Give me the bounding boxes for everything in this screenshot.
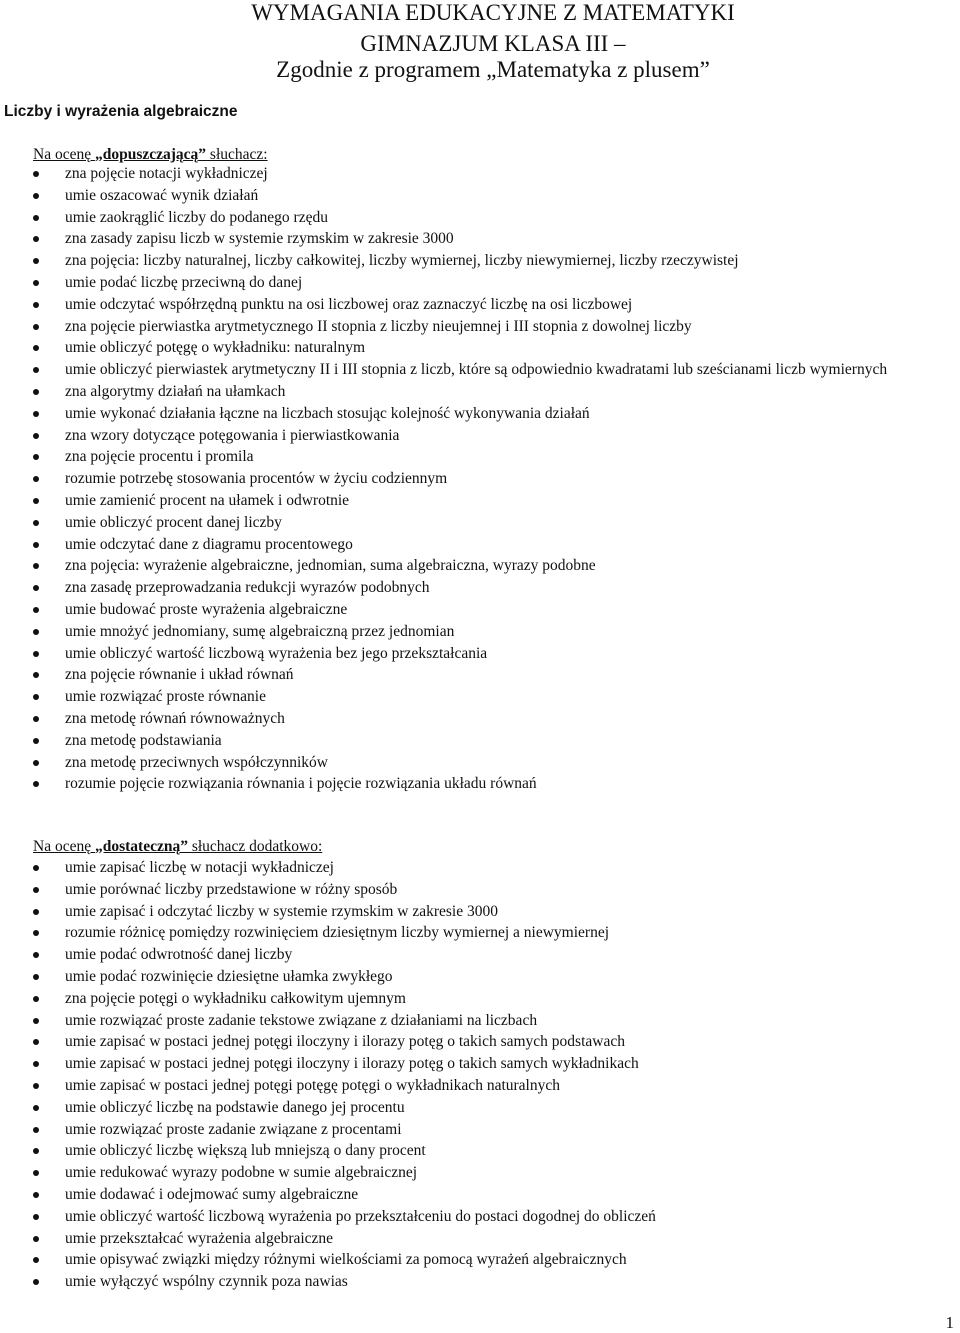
list-item [0, 966, 960, 988]
list-item [0, 555, 960, 577]
list-item [0, 403, 960, 425]
list-item [0, 730, 960, 752]
list-item-text: umie odczytać współrzędną punktu na osi liczbowej oraz zaznaczyć liczbę na osi liczbowej [65, 295, 633, 313]
list-item [0, 686, 960, 708]
bullet-icon [33, 1214, 39, 1220]
program-line: Zgodnie z programem „Matematyka z plusem” [276, 57, 710, 82]
list-item-text: rozumie różnicę pomiędzy rozwinięciem dziesiętnym liczby wymiernej a niewymiernej [65, 924, 610, 942]
bullet-icon [33, 520, 39, 526]
bullet-icon [33, 258, 39, 264]
bullet-icon [33, 1105, 39, 1111]
list-item-text: umie budować proste wyrażenia algebraiczne [65, 600, 348, 618]
bullet-icon [33, 781, 39, 787]
bullet-icon [33, 629, 39, 635]
bullet-icon [33, 1192, 39, 1198]
bullet-icon [33, 193, 39, 199]
list-item-text: zna metodę przeciwnych współczynników [65, 753, 328, 771]
list-item [0, 708, 960, 730]
list-item [0, 643, 960, 665]
list-item-text: umie opisywać związki między różnymi wielkościami za pomocą wyrażeń algebraicznych [65, 1251, 627, 1269]
list-item-text: umie obliczyć potęgę o wykładniku: naturalnym [65, 339, 366, 357]
list-item [0, 337, 960, 359]
list-item-text: umie zapisać liczbę w notacji wykładniczej [65, 859, 334, 876]
list-item-text: umie rozwiązać proste równanie [65, 688, 266, 706]
bullet-icon [33, 1279, 39, 1285]
list-item [0, 534, 960, 556]
list-item-text: umie zamienić procent na ułamek i odwrotnie [65, 491, 350, 509]
list-item [0, 577, 960, 599]
requirements-list-dostateczna [0, 857, 960, 1293]
bullet-icon [33, 909, 39, 915]
grade-heading-suffix: słuchacz: [206, 146, 268, 163]
list-item [0, 1097, 960, 1119]
list-item-text: zna metodę podstawiania [65, 731, 222, 749]
list-item-text: zna pojęcie równanie i układ równań [65, 666, 294, 684]
bullet-icon [33, 607, 39, 613]
list-item [0, 1249, 960, 1271]
bullet-icon [33, 694, 39, 700]
bullet-icon [33, 433, 39, 439]
grade-heading-dostateczna [33, 838, 322, 856]
bullet-icon [33, 865, 39, 871]
list-item-text: umie obliczyć pierwiastek arytmetyczny II i III stopnia z liczb, które są odpowiednio kwadratami lub sześcianami liczb wymiernych [65, 361, 888, 379]
list-item [0, 1206, 960, 1228]
bullet-icon [33, 367, 39, 373]
list-item-text: zna pojęcie potęgi o wykładniku całkowitym ujemnym [65, 989, 406, 1007]
list-item-text: umie podać odwrotność danej liczby [65, 946, 293, 964]
bullet-icon [33, 1170, 39, 1176]
list-item [0, 901, 960, 923]
grade-heading-prefix: Na ocenę [33, 146, 95, 163]
list-item [0, 446, 960, 468]
list-item [0, 1271, 960, 1293]
list-item [0, 1053, 960, 1075]
list-item-text: umie wyłączyć wspólny czynnik poza nawias [65, 1273, 348, 1291]
list-item [0, 922, 960, 944]
list-item [0, 599, 960, 621]
list-item [0, 1228, 960, 1250]
bullet-icon [33, 1083, 39, 1089]
list-item [0, 468, 960, 490]
page-number: 1 [945, 1313, 954, 1332]
list-item-text: zna pojęcie procentu i promila [65, 448, 254, 466]
bullet-icon [33, 1236, 39, 1242]
bullet-icon [33, 672, 39, 678]
list-item-text: umie oszacować wynik działań [65, 186, 259, 204]
bullet-icon [33, 996, 39, 1002]
bullet-icon [33, 974, 39, 980]
list-item-text: umie obliczyć liczbę większą lub mniejszą o dany procent [65, 1142, 426, 1160]
list-item-text: umie przekształcać wyrażenia algebraiczne [65, 1229, 334, 1247]
list-item [0, 944, 960, 966]
list-item [0, 1162, 960, 1184]
bullet-icon [33, 1018, 39, 1024]
list-item-text: umie odczytać dane z diagramu procentowego [65, 535, 353, 553]
list-item [0, 621, 960, 643]
bullet-icon [33, 324, 39, 330]
list-item [0, 773, 960, 795]
bullet-icon [33, 1061, 39, 1067]
list-item [0, 1184, 960, 1206]
grade-name: „dostateczną” [94, 838, 188, 855]
bullet-icon [33, 542, 39, 548]
list-item [0, 185, 960, 207]
list-item-text: zna pojęcia: wyrażenie algebraiczne, jednomian, suma algebraiczna, wyrazy podobne [65, 557, 596, 575]
list-item [0, 512, 960, 534]
list-item-text: umie rozwiązać proste zadanie związane z procentami [65, 1120, 402, 1138]
bullet-icon [33, 716, 39, 722]
grade-name: „dopuszczającą” [94, 146, 207, 163]
list-item-text: umie obliczyć wartość liczbową wyrażenia po przekształceniu do postaci dogodnej do obliczeń [65, 1207, 656, 1225]
list-item [0, 879, 960, 901]
list-item-text: umie obliczyć wartość liczbową wyrażenia bez jego przekształcania [65, 644, 488, 662]
list-item [0, 381, 960, 403]
list-item [0, 1119, 960, 1141]
list-item-text: umie wykonać działania łączne na liczbach stosując kolejność wykonywania działań [65, 404, 590, 422]
list-item [0, 207, 960, 229]
bullet-icon [33, 738, 39, 744]
section-title: Liczby i wyrażenia algebraiczne [4, 103, 238, 120]
grade-heading-prefix: Na ocenę [33, 838, 95, 855]
list-item [0, 752, 960, 774]
document-subtitle: GIMNAZJUM KLASA III – [360, 31, 626, 56]
list-item [0, 988, 960, 1010]
list-item-text: rozumie potrzebę stosowania procentów w życiu codziennym [65, 470, 448, 488]
list-item [0, 425, 960, 447]
list-item-text: umie obliczyć liczbę na podstawie danego jej procentu [65, 1098, 405, 1116]
list-item [0, 1140, 960, 1162]
list-item-text: umie mnożyć jednomiany, sumę algebraiczną przez jednomian [65, 622, 455, 640]
list-item [0, 1010, 960, 1032]
list-item-text: umie zapisać i odczytać liczby w systemie rzymskim w zakresie 3000 [65, 902, 498, 920]
bullet-icon [33, 302, 39, 308]
list-item-text: umie zaokrąglić liczby do podanego rzędu [65, 208, 328, 226]
bullet-icon [33, 760, 39, 766]
requirements-list-dopuszczajaca [0, 163, 960, 795]
list-item-text: umie porównać liczby przedstawione w różny sposób [65, 880, 398, 898]
bullet-icon [33, 498, 39, 504]
list-item-text: umie obliczyć procent danej liczby [65, 513, 282, 531]
grade-heading-suffix: słuchacz dodatkowo: [187, 838, 323, 855]
list-item [0, 857, 960, 879]
bullet-icon [33, 563, 39, 569]
list-item [0, 163, 960, 185]
document-title: WYMAGANIA EDUKACYJNE Z MATEMATYKI [251, 0, 735, 25]
bullet-icon [33, 476, 39, 482]
bullet-icon [33, 345, 39, 351]
list-item-text: umie redukować wyrazy podobne w sumie algebraicznej [65, 1164, 418, 1182]
list-item-text: rozumie pojęcie rozwiązania równania i pojęcie rozwiązania układu równań [65, 775, 537, 793]
list-item-text: zna zasadę przeprowadzania redukcji wyrazów podobnych [65, 579, 430, 597]
bullet-icon [33, 280, 39, 286]
bullet-icon [33, 1148, 39, 1154]
bullet-icon [33, 236, 39, 242]
list-item [0, 228, 960, 250]
bullet-icon [33, 171, 39, 177]
list-item-text: umie zapisać w postaci jednej potęgi potęgę potęgi o wykładnikach naturalnych [65, 1076, 560, 1094]
list-item [0, 1031, 960, 1053]
bullet-icon [33, 585, 39, 591]
list-item-text: zna wzory dotyczące potęgowania i pierwiastkowania [65, 426, 400, 444]
bullet-icon [33, 389, 39, 395]
bullet-icon [33, 651, 39, 657]
list-item [0, 359, 960, 381]
list-item-text: zna pojęcie notacji wykładniczej [65, 165, 268, 182]
bullet-icon [33, 1257, 39, 1263]
list-item-text: umie dodawać i odejmować sumy algebraiczne [65, 1185, 359, 1203]
list-item [0, 664, 960, 686]
list-item-text: zna zasady zapisu liczb w systemie rzymskim w zakresie 3000 [65, 230, 454, 248]
bullet-icon [33, 952, 39, 958]
list-item [0, 316, 960, 338]
list-item [0, 294, 960, 316]
list-item-text: zna pojęcia: liczby naturalnej, liczby całkowitej, liczby wymiernej, liczby niewymiernej, liczby rzeczywistej [65, 252, 739, 270]
list-item-text: zna metodę równań równoważnych [65, 709, 285, 727]
list-item-text: zna algorytmy działań na ułamkach [65, 382, 286, 400]
grade-heading-dopuszczajaca [33, 146, 268, 164]
bullet-icon [33, 1127, 39, 1133]
list-item [0, 1075, 960, 1097]
bullet-icon [33, 887, 39, 893]
list-item-text: umie podać rozwinięcie dziesiętne ułamka zwykłego [65, 967, 393, 985]
list-item-text: umie zapisać w postaci jednej potęgi iloczyny i ilorazy potęg o takich samych wykładnikach [65, 1055, 639, 1073]
bullet-icon [33, 930, 39, 936]
list-item [0, 250, 960, 272]
bullet-icon [33, 411, 39, 417]
list-item-text: umie rozwiązać proste zadanie tekstowe związane z działaniami na liczbach [65, 1011, 538, 1029]
list-item-text: zna pojęcie pierwiastka arytmetycznego II stopnia z liczby nieujemnej i III stopnia z dowolnej liczby [65, 317, 692, 335]
list-item-text: umie podać liczbę przeciwną do danej [65, 273, 303, 291]
bullet-icon [33, 454, 39, 460]
list-item [0, 490, 960, 512]
bullet-icon [33, 1039, 39, 1045]
list-item-text: umie zapisać w postaci jednej potęgi iloczyny i ilorazy potęg o takich samych podstawach [65, 1033, 625, 1051]
bullet-icon [33, 215, 39, 221]
list-item [0, 272, 960, 294]
